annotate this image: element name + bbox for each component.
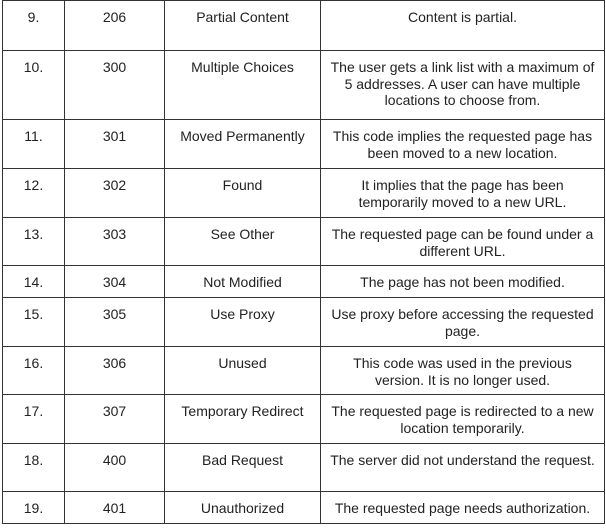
status-description-cell: This code implies the requested page has been moved to a new location. [321,120,605,169]
status-name-cell: Not Modified [165,266,321,298]
row-number-cell: 19. [3,492,65,524]
row-number-cell: 12. [3,169,65,218]
table-row [3,51,605,120]
table-row [3,347,605,395]
status-description-cell: Content is partial. [321,1,605,51]
status-name-cell: Multiple Choices [165,51,321,120]
row-number-cell: 13. [3,218,65,266]
row-number-cell: 9. [3,1,65,51]
status-description-cell: It implies that the page has been temporarily moved to a new URL. [321,169,605,218]
table-row [3,298,605,347]
status-description-cell: The requested page can be found under a different URL. [321,218,605,266]
status-name-cell: Unused [165,347,321,395]
status-description-cell: The server did not understand the request. [321,444,605,492]
status-code-cell: 305 [65,298,165,347]
row-number-cell: 10. [3,51,65,120]
status-name-cell: See Other [165,218,321,266]
status-description-cell: Use proxy before accessing the requested page. [321,298,605,347]
table-row [3,120,605,169]
table-row [3,395,605,444]
status-name-cell: Unauthorized [165,492,321,524]
status-name-cell: Bad Request [165,444,321,492]
row-number-cell: 16. [3,347,65,395]
status-code-cell: 302 [65,169,165,218]
table-row [3,1,605,51]
table-row [3,444,605,492]
status-name-cell: Moved Permanently [165,120,321,169]
status-code-cell: 304 [65,266,165,298]
status-code-table [2,0,605,524]
table-row [3,266,605,298]
row-number-cell: 14. [3,266,65,298]
status-code-cell: 401 [65,492,165,524]
table-row [3,492,605,524]
status-name-cell: Use Proxy [165,298,321,347]
row-number-cell: 15. [3,298,65,347]
status-code-table-body [3,1,605,524]
status-code-cell: 303 [65,218,165,266]
status-code-cell: 300 [65,51,165,120]
table-row [3,218,605,266]
status-code-cell: 306 [65,347,165,395]
row-number-cell: 17. [3,395,65,444]
status-code-cell: 206 [65,1,165,51]
status-description-cell: The requested page is redirected to a new location temporarily. [321,395,605,444]
status-description-cell: The user gets a link list with a maximum of 5 addresses. A user can have multiple locations to choose from. [321,51,605,120]
status-description-cell: This code was used in the previous version. It is no longer used. [321,347,605,395]
status-description-cell: The page has not been modified. [321,266,605,298]
status-name-cell: Temporary Redirect [165,395,321,444]
status-code-cell: 301 [65,120,165,169]
row-number-cell: 18. [3,444,65,492]
row-number-cell: 11. [3,120,65,169]
status-name-cell: Partial Content [165,1,321,51]
status-code-cell: 400 [65,444,165,492]
status-description-cell: The requested page needs authorization. [321,492,605,524]
status-name-cell: Found [165,169,321,218]
table-row [3,169,605,218]
status-code-cell: 307 [65,395,165,444]
